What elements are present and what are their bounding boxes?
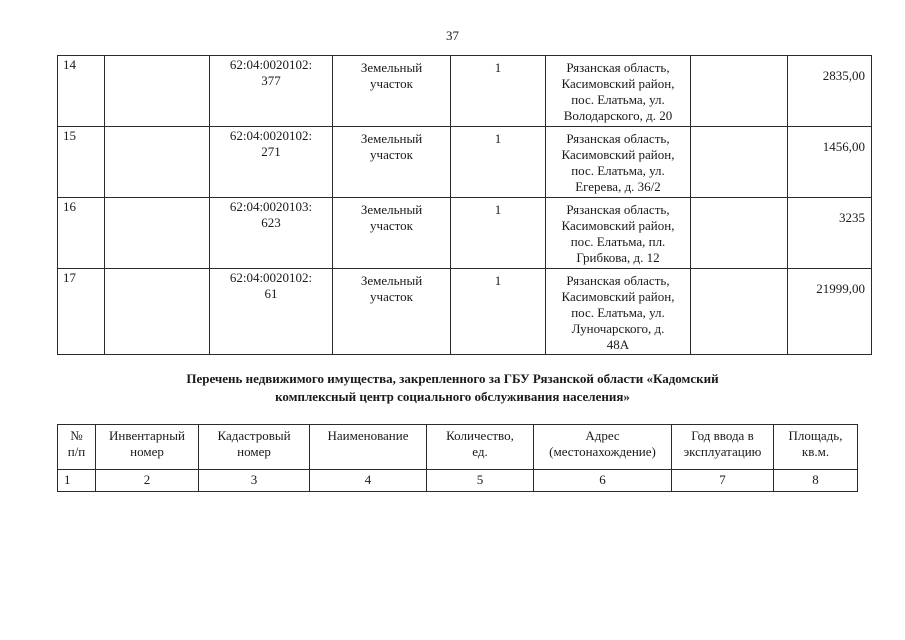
column-header-text: Год ввода в эксплуатацию (683, 428, 762, 459)
column-index-row (58, 470, 858, 492)
item-address (546, 198, 691, 269)
item-name (333, 127, 451, 198)
column-header-text: Площадь, кв.м. (788, 428, 843, 459)
header-row (58, 425, 858, 470)
item-name-value: Земельный участок (360, 273, 423, 304)
row-number: 14 (58, 56, 105, 127)
column-index: 8 (774, 470, 858, 492)
cadastral-value: 62:04:0020103: 623 (229, 199, 313, 230)
item-area: 21999,00 (788, 269, 872, 355)
inventory-number (105, 198, 210, 269)
table-row (58, 56, 872, 127)
column-header (774, 425, 858, 470)
item-name-value: Земельный участок (360, 131, 423, 162)
column-header (58, 425, 96, 470)
address-value: Рязанская область, Касимовский район, пос. Елатьма, ул. Егерева, д. 36/2 (561, 131, 675, 194)
section-title-line: комплексный центр социального обслуживания населения» (275, 389, 630, 404)
cadastral-number (210, 56, 333, 127)
cadastral-number (210, 198, 333, 269)
cadastral-number (210, 127, 333, 198)
inventory-number (105, 269, 210, 355)
item-address (546, 56, 691, 127)
column-header-text: Количество, ед. (446, 428, 514, 459)
column-index: 5 (427, 470, 534, 492)
inventory-number (105, 127, 210, 198)
cadastral-value: 62:04:0020102: 61 (229, 270, 313, 301)
item-area: 2835,00 (788, 56, 872, 127)
section-title (100, 370, 805, 406)
cadastral-number (210, 269, 333, 355)
item-area: 3235 (788, 198, 872, 269)
commission-year (691, 127, 788, 198)
row-number: 16 (58, 198, 105, 269)
inventory-number (105, 56, 210, 127)
item-name-value: Земельный участок (360, 60, 423, 91)
column-header (96, 425, 199, 470)
column-header (672, 425, 774, 470)
commission-year (691, 56, 788, 127)
table-row (58, 269, 872, 355)
row-number: 15 (58, 127, 105, 198)
item-quantity: 1 (451, 56, 546, 127)
column-header-text: Кадастровый номер (217, 428, 291, 459)
item-name (333, 56, 451, 127)
column-header-text: Адрес (местонахождение) (549, 428, 656, 459)
address-value: Рязанская область, Касимовский район, пос. Елатьма, ул. Луночарского, д. 48А (561, 273, 675, 352)
address-value: Рязанская область, Касимовский район, пос. Елатьма, ул. Володарского, д. 20 (561, 60, 675, 123)
commission-year (691, 198, 788, 269)
item-name-value: Земельный участок (360, 202, 423, 233)
column-header-text: Инвентарный номер (109, 428, 185, 459)
item-name (333, 198, 451, 269)
table-row (58, 127, 872, 198)
item-address (546, 127, 691, 198)
section-title-line: Перечень недвижимого имущества, закрепленного за ГБУ Рязанской области «Кадомский (186, 371, 719, 386)
page-number: 37 (446, 28, 459, 43)
cadastral-value: 62:04:0020102: 271 (229, 128, 313, 159)
address-value: Рязанская область, Касимовский район, пос. Елатьма, пл. Грибкова, д. 12 (561, 202, 675, 265)
item-address (546, 269, 691, 355)
item-name (333, 269, 451, 355)
column-header (427, 425, 534, 470)
row-number: 17 (58, 269, 105, 355)
column-index: 6 (534, 470, 672, 492)
column-index: 7 (672, 470, 774, 492)
column-header-text: Наименование (327, 428, 409, 443)
column-index: 4 (310, 470, 427, 492)
property-table-continued (57, 55, 872, 355)
item-quantity: 1 (451, 127, 546, 198)
item-area: 1456,00 (788, 127, 872, 198)
property-table-header (57, 424, 858, 492)
column-header-text: № п/п (67, 428, 86, 459)
table-row (58, 198, 872, 269)
cadastral-value: 62:04:0020102: 377 (229, 57, 313, 88)
column-index: 1 (58, 470, 96, 492)
column-header (534, 425, 672, 470)
commission-year (691, 269, 788, 355)
column-header (199, 425, 310, 470)
column-index: 3 (199, 470, 310, 492)
column-header (310, 425, 427, 470)
column-index: 2 (96, 470, 199, 492)
item-quantity: 1 (451, 198, 546, 269)
item-quantity: 1 (451, 269, 546, 355)
